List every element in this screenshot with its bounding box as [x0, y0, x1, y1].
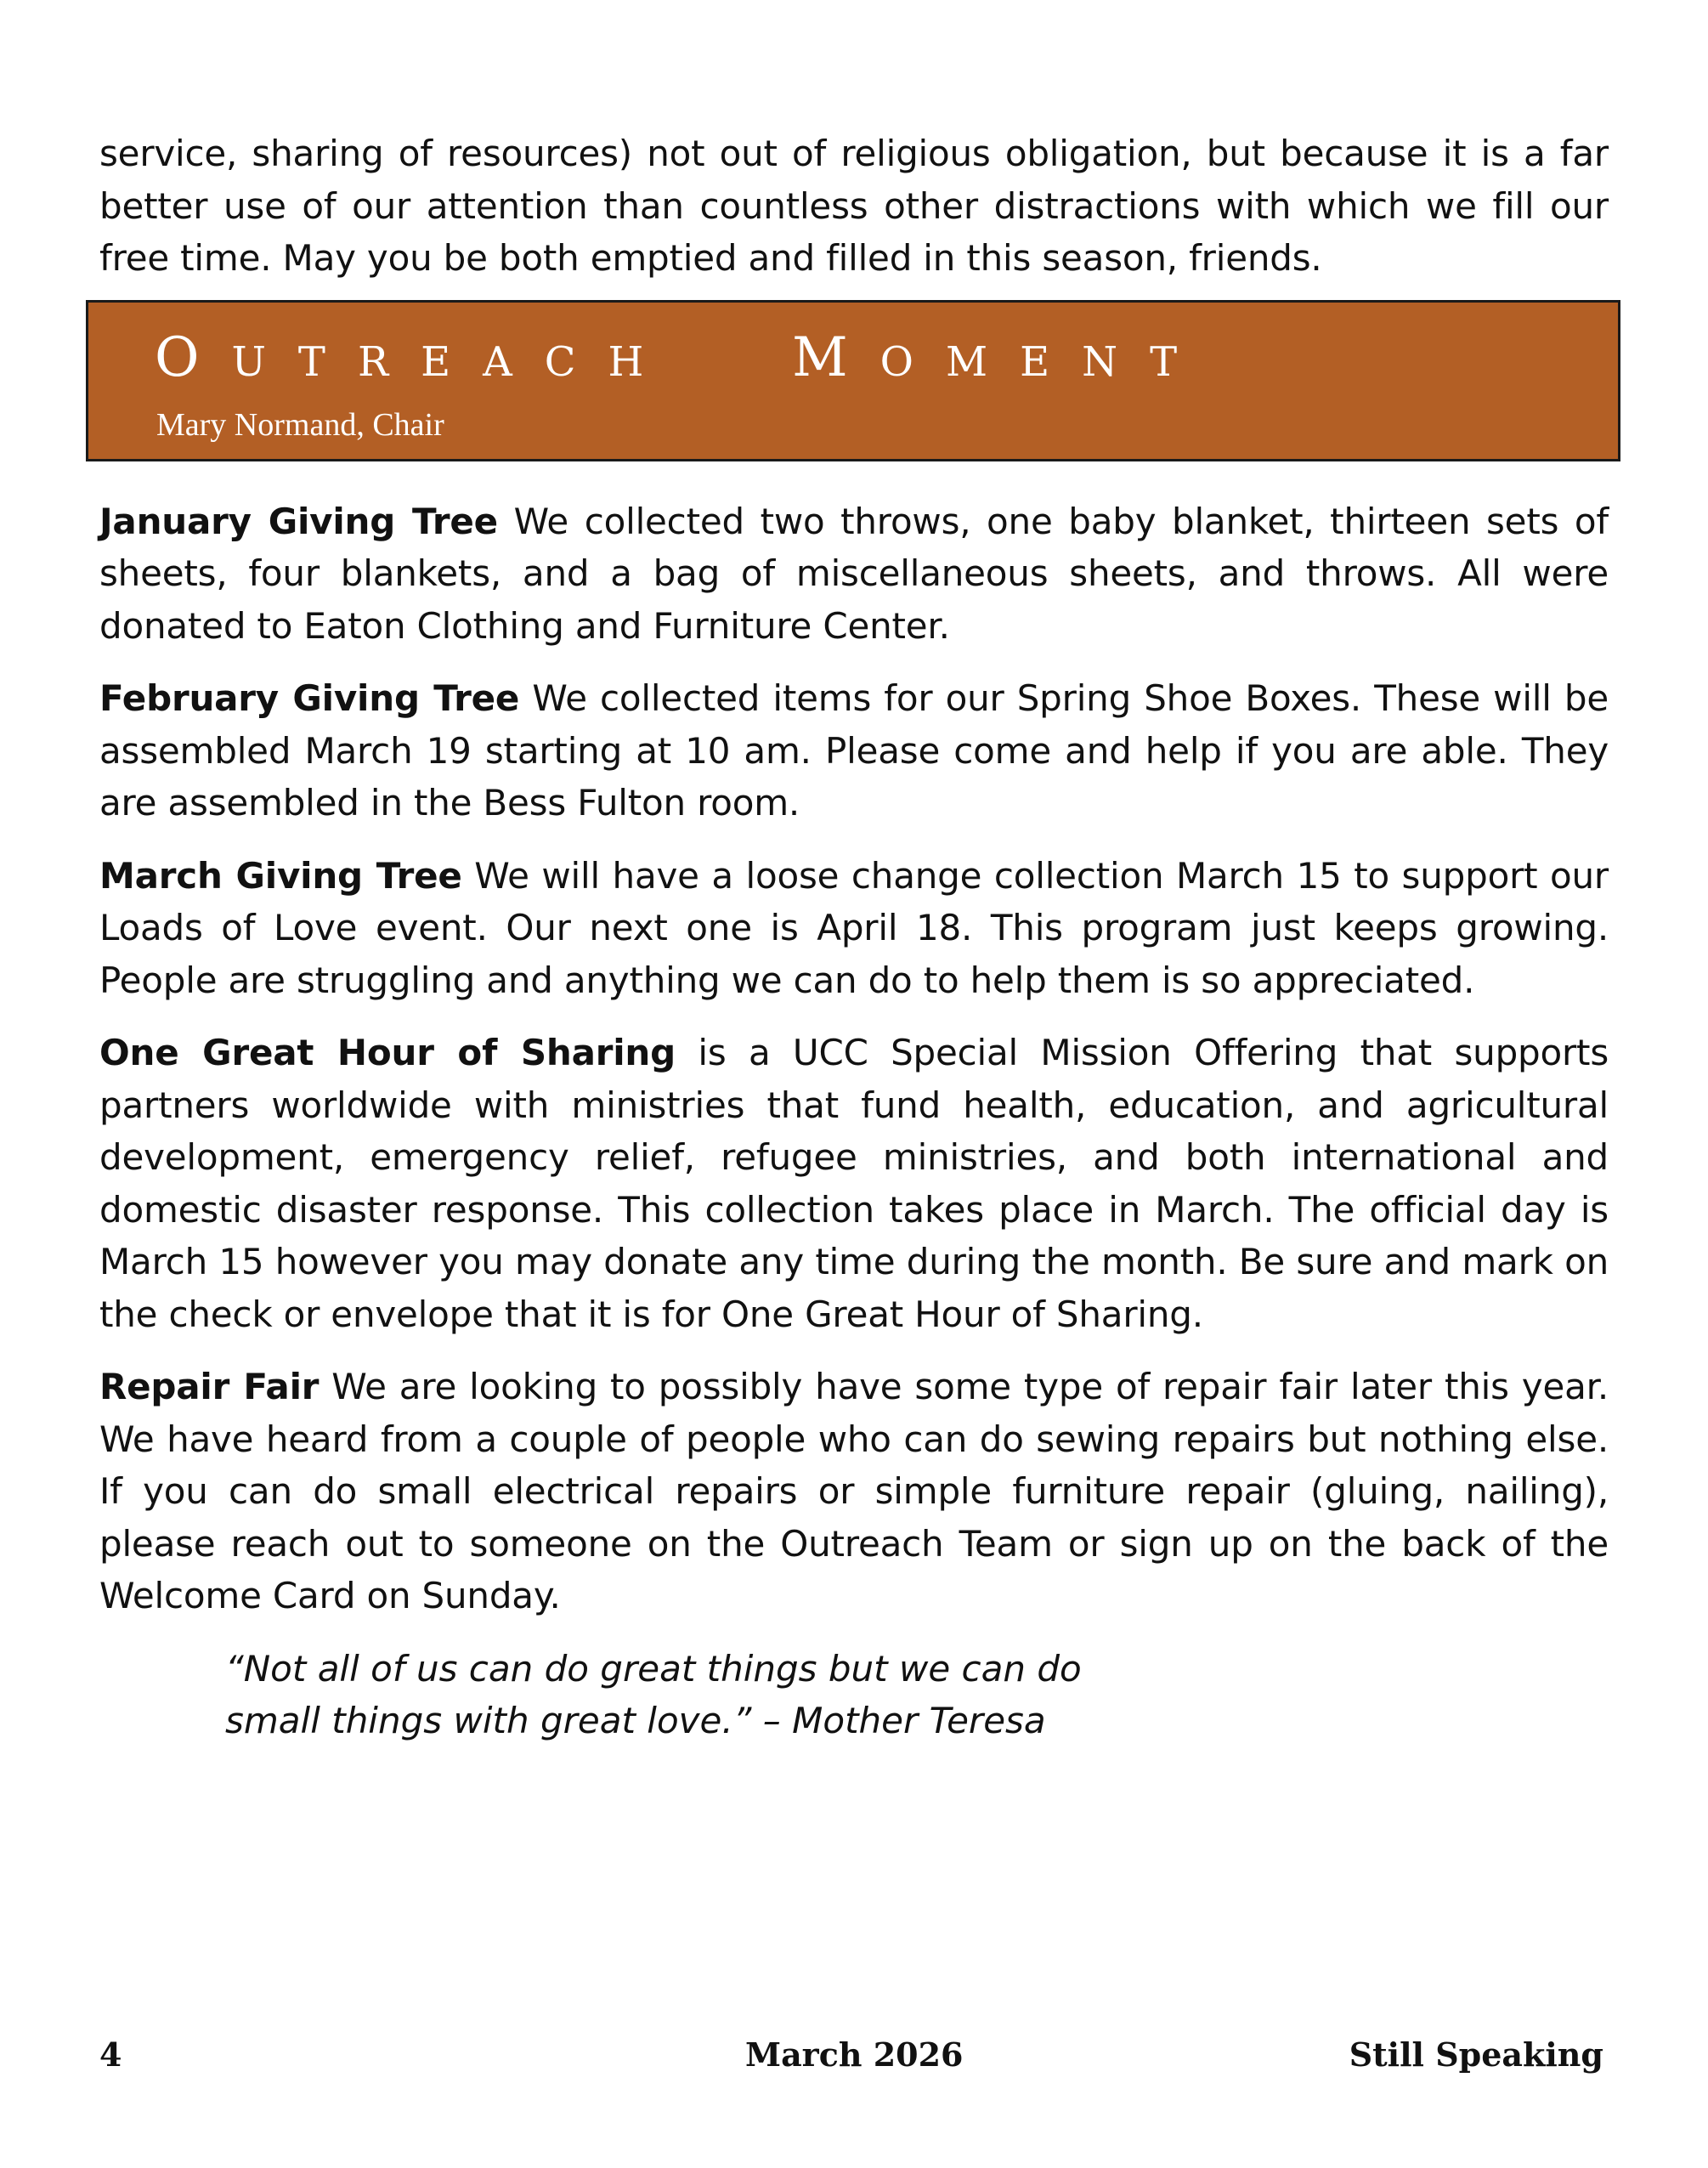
section-body: We are looking to possibly have some type of repair fair later this year. We have heard from a couple of people who can do sewing repairs but nothing else. If you can do small electrical repairs or simple furniture repair (gluing, nailing), please reach out to someone on the Outreach Team or sign up on the back of the Welcome Card on Sunday.: [99, 1366, 1609, 1616]
section-february: [99, 672, 1609, 829]
section-heading: March Giving Tree: [99, 854, 462, 897]
section-body: is a UCC Special Mission Offering that supports partners worldwide with ministries that fund health, education, and agricultural development, emergency relief, refugee ministries, and both international and domestic disaster response. This collection takes place in March. The official day is March 15 however you may donate any time during the month. Be sure and mark on the check or envelope that it is for One Great Hour of Sharing.: [99, 1032, 1609, 1335]
section-body: We will have a loose change collection March 15 to support our Loads of Love event. Our next one is April 18. This program just keeps growing. People are struggling and anything we can do to help them is so appreciated.: [99, 854, 1609, 1001]
intro-paragraph: service, sharing of resources) not out of religious obligation, but because it is a far better use of our attention than countless other distractions with which we fill our free time. May you be both emptied and filled in this season, friends.: [99, 133, 1609, 279]
section-march: [99, 850, 1609, 1007]
issue-date: March 2026: [745, 2035, 964, 2074]
section-heading: January Giving Tree: [99, 500, 498, 542]
title-rest-2: OMENT: [879, 337, 1210, 386]
section-heading: Repair Fair: [99, 1366, 320, 1407]
title-initial-2: M: [792, 325, 880, 389]
section-repair-fair: [99, 1361, 1609, 1622]
page-content: [99, 127, 1609, 1746]
page-number: 4: [99, 2035, 122, 2074]
section-january: [99, 495, 1609, 653]
title-initial-1: O: [155, 325, 232, 389]
section-heading: February Giving Tree: [99, 677, 520, 719]
section-ogh: [99, 1027, 1609, 1340]
section-body: We collected two throws, one baby blanket, thirteen sets of sheets, four blankets, and a bag of miscellaneous sheets, and throws. All were donated to Eaton Clothing and Furniture Center.: [99, 500, 1609, 647]
section-body: We collected items for our Spring Shoe Boxes. These will be assembled March 19 starting at 10 am. Please come and help if you are able. They are assembled in the Bess Fulton room.: [99, 677, 1609, 824]
quote: [225, 1643, 1279, 1746]
quote-line-2: small things with great love.” – Mother Teresa: [225, 1699, 1046, 1741]
page-footer: [99, 2035, 1603, 2086]
section-banner: [86, 300, 1620, 461]
banner-subtitle: Mary Normand, Chair: [156, 406, 444, 443]
title-rest-1: UTREACH: [231, 337, 676, 386]
banner-title: [155, 326, 1209, 389]
quote-line-1: “Not all of us can do great things but we can do: [225, 1647, 1082, 1690]
section-heading: One Great Hour of Sharing: [99, 1032, 676, 1073]
publication-name: Still Speaking: [1349, 2035, 1603, 2074]
